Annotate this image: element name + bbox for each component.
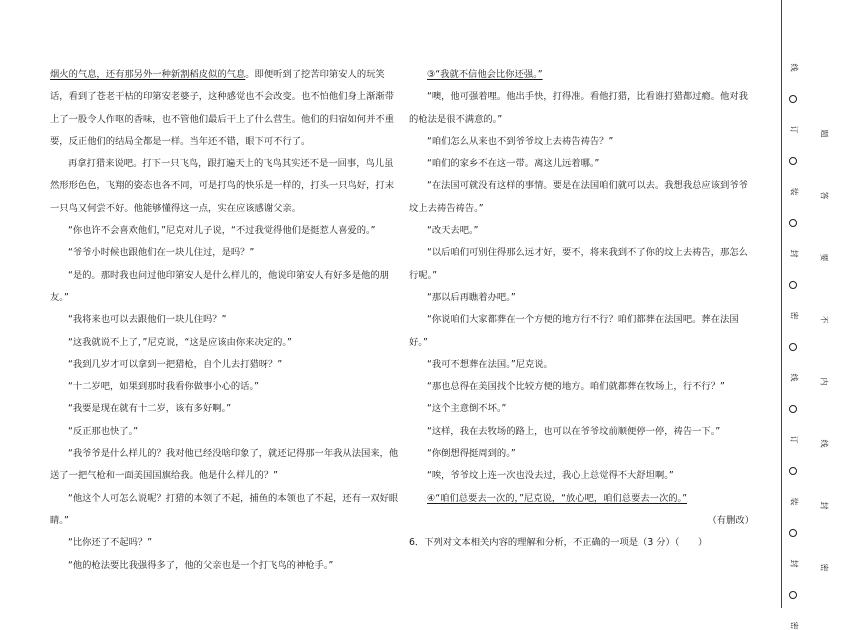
paragraph: “他的枪法要比我强得多了，他的父亲也是一个打飞鸟的神枪手。” bbox=[68, 559, 334, 571]
paragraph: “你也许不会喜欢他们，”尼克对儿子说，“不过我觉得他们是挺惹人喜爱的。” bbox=[68, 225, 376, 237]
gutter-char: 装 bbox=[789, 497, 799, 506]
gutter-char: 密 bbox=[819, 563, 829, 572]
paragraph bbox=[409, 64, 754, 86]
paragraph: “我到几岁才可以拿到一把猎枪，自个儿去打猎呀？” bbox=[68, 358, 283, 370]
gutter-char: 订 bbox=[789, 435, 799, 444]
paragraph: “这样，我在去牧场的路上，也可以在爷爷坟前顺便停一停，祷告一下。” bbox=[427, 425, 721, 437]
binding-hole-circle bbox=[789, 157, 797, 165]
gutter-char: 线 bbox=[789, 63, 799, 72]
paragraph: “在法国可就没有这样的事情。要是在法国咱们就可以去。我想我总应该到爷爷坟上去祷告祷告。” bbox=[409, 180, 748, 214]
question-6: 6．下列对文本相关内容的理解和分析，不正确的一项是（3 分）（ ） bbox=[409, 537, 708, 549]
gutter-char: 密 bbox=[789, 311, 799, 320]
gutter-char: 要 bbox=[819, 253, 829, 262]
gutter-char: 订 bbox=[789, 125, 799, 134]
binding-hole-circle bbox=[789, 95, 797, 103]
gutter-char: 封 bbox=[789, 559, 799, 568]
binding-hole-circle bbox=[789, 219, 797, 227]
paragraph: “我爷爷是什么样儿的？我对他已经没啥印象了，就还记得那一年我从法国来，他送了一把气枪和一面美国国旗给我。他是什么样儿的？” bbox=[50, 448, 399, 482]
paragraph: “咱们怎么从来也不到爷爷坟上去祷告祷告？” bbox=[427, 135, 614, 147]
gutter-char: 封 bbox=[789, 249, 799, 258]
gutter-char: 装 bbox=[789, 187, 799, 196]
binding-hole-circle bbox=[789, 405, 797, 413]
gutter-char: 线 bbox=[819, 439, 829, 448]
paragraph: “十二岁吧，如果到那时我看你做事小心的话。” bbox=[68, 381, 259, 393]
binding-hole-circle bbox=[789, 467, 797, 475]
paragraph: “他这个人可怎么说呢？打猎的本领了不起，捕鱼的本领也了不起，还有一双好眼睛。” bbox=[50, 492, 399, 526]
paragraph: “你倒想得挺周到的。” bbox=[427, 448, 516, 460]
left-column bbox=[50, 64, 400, 577]
paragraph: “那也总得在美国找个比较方便的地方。咱们就都葬在牧场上，行不行？” bbox=[427, 381, 725, 393]
binding-line bbox=[781, 0, 782, 608]
paragraph: “以后咱们可别住得那么远才好，要不，将来我到不了你的坟上去祷告，那怎么行呢。” bbox=[409, 247, 748, 281]
paragraph: “我可不想葬在法国。”尼克说。 bbox=[427, 358, 553, 370]
paragraph: “这我就说不上了，”尼克说，“这是应该由你来决定的。” bbox=[68, 336, 292, 348]
binding-hole-circle bbox=[789, 281, 797, 289]
underlined-sentence: ③“我就不信他会比你还强。” bbox=[427, 69, 543, 80]
paragraph: “改天去吧。” bbox=[427, 225, 479, 237]
paragraph: “反正那也快了。” bbox=[68, 425, 139, 437]
paragraph bbox=[409, 488, 754, 510]
paragraph: “比你还了不起吗？” bbox=[68, 537, 153, 549]
gutter-char: 封 bbox=[819, 501, 829, 510]
gutter-char: 线 bbox=[789, 373, 799, 382]
gutter-char: 不 bbox=[819, 315, 829, 324]
paragraph: “这个主意倒不坏。” bbox=[427, 403, 507, 415]
binding-hole-circle bbox=[789, 591, 797, 599]
underlined-sentence: ④“咱们总要去一次的，”尼克说，“放心吧，咱们总要去一次的。” bbox=[427, 492, 688, 504]
paragraph: “那以后再瞧着办吧。” bbox=[427, 291, 516, 303]
binding-hole-circle bbox=[789, 343, 797, 351]
gutter-char: 密 bbox=[789, 621, 799, 630]
paragraph: “你说咱们大家都葬在一个方便的地方行不行？咱们都葬在法国吧。葬在法国好。” bbox=[409, 314, 739, 348]
paragraph: “是的。那时我也问过他印第安人是什么样儿的，他说印第安人有好多是他的朋友。” bbox=[50, 269, 389, 303]
paragraph: “噢，他可强着哩。他出手快，打得准。看他打猎，比看谁打猎都过瘾。他对我的枪法是很不满意的。” bbox=[409, 91, 748, 125]
paragraph: “我将来也可以去跟他们一块儿住吗？” bbox=[68, 314, 227, 326]
underlined-sentence: 烟火的气息，还有那另外一种新割稻皮似的气息 bbox=[50, 69, 246, 80]
paragraph: “我要是现在就有十二岁，该有多好啊。” bbox=[68, 403, 232, 415]
paragraph: “唉，爷爷坟上连一次也没去过，我心上总觉得不大舒坦啊。” bbox=[427, 470, 674, 482]
gutter-char: 答 bbox=[819, 191, 829, 200]
revision-note: （有删改） bbox=[707, 514, 754, 526]
gutter-char: 内 bbox=[819, 377, 829, 386]
gutter-char: 题 bbox=[819, 129, 829, 138]
paragraph: 烟火的气息，还有那另外一种新割稻皮似的气息。即便听到了挖苦印第安人的玩笑话，看到了苍老干枯的印第安老婆子，这种感觉也不会改变。也不怕他们身上渐渐带上了一股令人作呕的香味，也不管他们最后干上了什么营生。他们的归宿如何并不重要，反正他们的结局全都是一样。当年还不错，眼下可不行了。 bbox=[50, 69, 394, 147]
binding-hole-circle bbox=[789, 529, 797, 537]
paragraph: “爷爷小时候也跟他们在一块儿住过，是吗？” bbox=[68, 247, 255, 259]
right-column bbox=[409, 64, 754, 555]
paragraph: “咱们的家乡不在这一带。离这儿远着哪。” bbox=[427, 158, 600, 170]
paragraph: 再拿打猎来说吧。打下一只飞鸟，跟打遍天上的飞鸟其实还不是一回事，鸟儿虽然形形色色，飞翔的姿态也各不同，可是打鸟的快乐是一样的，打头一只鸟好，打末一只鸟又何尝不好。他能够懂得这一点，实在应该感谢父亲。 bbox=[50, 158, 394, 214]
